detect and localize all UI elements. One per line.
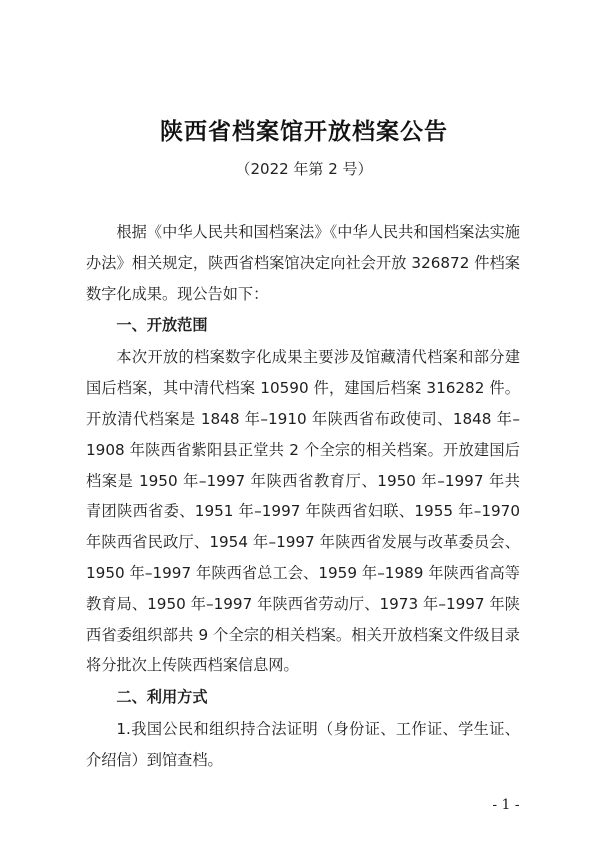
section-heading-scope: 一、开放范围 — [116, 316, 208, 335]
document-title: 陕西省档案馆开放档案公告 — [160, 118, 448, 145]
section-usage-paragraph: 1.我国公民和组织持合法证明（身份证、工作证、学生证、介绍信）到馆查档。 — [86, 720, 520, 769]
section-scope-paragraph: 本次开放的档案数字化成果主要涉及馆藏清代档案和部分建国后档案，其中清代档案 10590 件，建国后档案 316282 件。开放清代档案是 1848 年–1910 年陕西省布政使司、1848 年–1908 年陕西省紫阳县正堂共 2 个全宗的相关档案。开放建国后档案是 1950 年–1997 年陕西省教育厅、1950 年–1997 年共青团陕西省委、1951 年–1997 年陕西省妇联、1955 年–1970 年陕西省民政厅、1954 年–1997 年陕西省发展与改革委员会、1950 年–1997 年陕西省总工会、1959 年–1989 年陕西省高等教育局、1950 年–1997 年陕西省劳动厅、1973 年–1997 年陕西省委组织部共 9 个全宗的相关档案。相关开放档案文件级目录将分批次上传陕西档案信息网。 — [86, 348, 520, 675]
document-body — [86, 217, 520, 776]
page-number: - 1 - — [492, 797, 520, 813]
document-subtitle: （2022 年第 2 号） — [235, 160, 373, 178]
section-heading-usage: 二、利用方式 — [116, 688, 208, 707]
intro-paragraph: 根据《中华人民共和国档案法》《中华人民共和国档案法实施办法》相关规定，陕西省档案馆决定向社会开放 326872 件档案数字化成果。现公告如下： — [86, 223, 520, 303]
